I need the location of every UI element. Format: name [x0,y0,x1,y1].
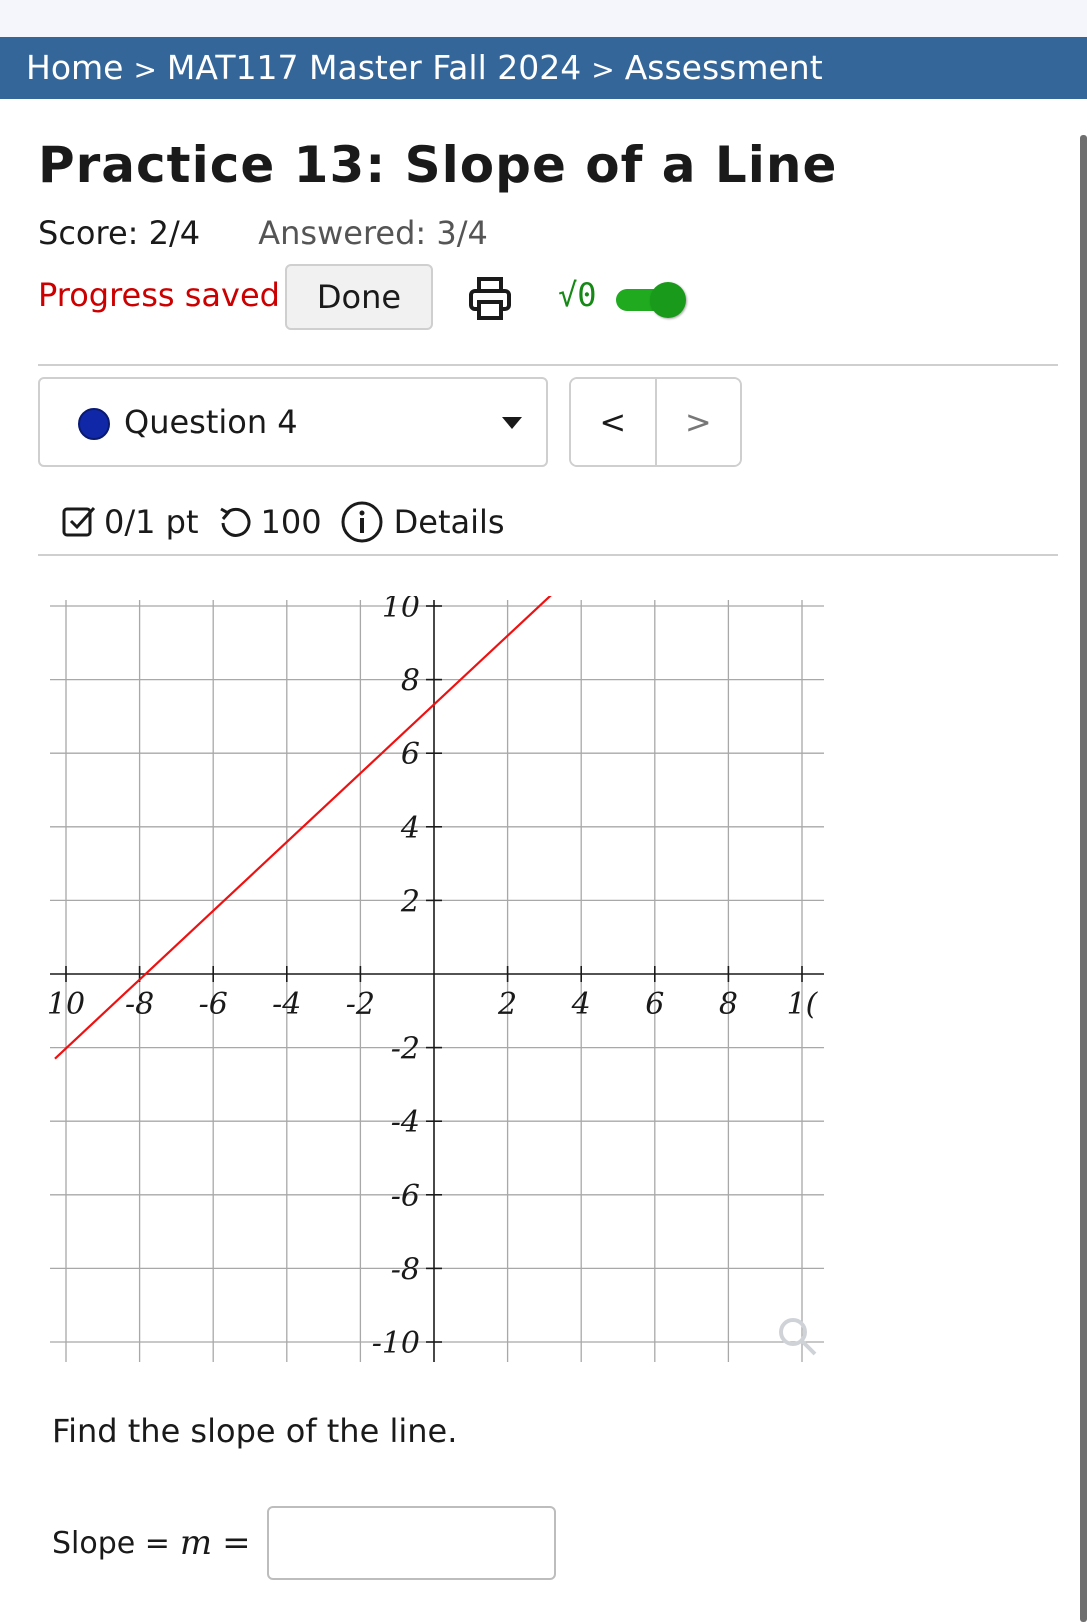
y-tick-label: -2 [390,1031,420,1067]
question-status-dot [78,408,110,440]
x-tick-label: -8 [124,987,155,1022]
breadcrumb-separator: > [591,53,615,86]
page-title: Practice 13: Slope of a Line [38,136,838,194]
toggle-knob [650,282,686,318]
question-nav [569,377,742,467]
x-tick-label: -6 [198,987,228,1022]
x-tick-label: 4 [571,987,591,1022]
math-equals: = [222,1523,251,1563]
question-info [60,500,523,544]
scrollbar[interactable] [1080,135,1087,1622]
math-entry-toggle[interactable] [616,282,686,318]
y-tick-label: 2 [400,884,420,920]
math-variable: m [179,1523,213,1563]
divider [38,554,1058,556]
breadcrumb-course[interactable]: MAT117 Master Fall 2024 [166,48,582,87]
points-text: 0/1 pt [104,503,199,541]
details-link[interactable]: Details [393,503,505,541]
question-prompt: Find the slope of the line. [52,1412,458,1450]
prev-question-button[interactable]: < [571,379,657,465]
question-select[interactable] [38,377,548,467]
retry-icon [217,503,255,541]
answered-text: Answered: 3/4 [258,214,488,252]
x-tick-label: 8 [718,987,738,1022]
y-tick-label: -10 [371,1326,420,1361]
y-tick-label: 10 [381,596,420,625]
next-question-button[interactable]: > [657,379,741,465]
y-tick-label: 4 [400,810,420,846]
x-tick-label: 10 [46,987,86,1022]
breadcrumb [0,37,1087,99]
y-tick-label: 8 [400,663,420,699]
question-select-label: Question 4 [124,403,298,441]
x-tick-label: 2 [498,987,518,1022]
y-tick-label: -8 [390,1252,420,1288]
attempts-text: 100 [260,503,322,541]
breadcrumb-home[interactable]: Home [26,48,124,87]
checkbox-icon [60,503,98,541]
math-expression [180,1523,251,1563]
progress-status: Progress saved [38,276,280,314]
y-tick-label: 6 [400,737,420,773]
info-icon[interactable] [340,500,384,544]
x-tick-label: 1( [786,987,818,1022]
x-tick-label: 6 [645,987,665,1022]
math-entry-icon: √0 [558,276,597,314]
x-tick-label: -2 [345,987,376,1022]
y-tick-label: -4 [390,1105,420,1141]
print-icon[interactable] [466,274,514,322]
score-text: Score: 2/4 [38,214,201,252]
chevron-down-icon [502,417,522,429]
done-button[interactable]: Done [285,264,433,330]
slope-answer-input[interactable] [267,1506,556,1580]
score-line [38,214,488,252]
breadcrumb-separator: > [133,53,157,86]
zoom-icon-handle [802,1341,815,1354]
answer-row [52,1506,556,1580]
slope-label: Slope = [52,1525,170,1561]
y-tick-label: -6 [390,1178,420,1214]
x-tick-label: -4 [272,987,302,1022]
top-strip [0,0,1087,37]
coordinate-graph [46,596,826,1366]
breadcrumb-assessment[interactable]: Assessment [624,48,823,87]
zoom-icon[interactable] [781,1320,815,1354]
divider [38,364,1058,366]
